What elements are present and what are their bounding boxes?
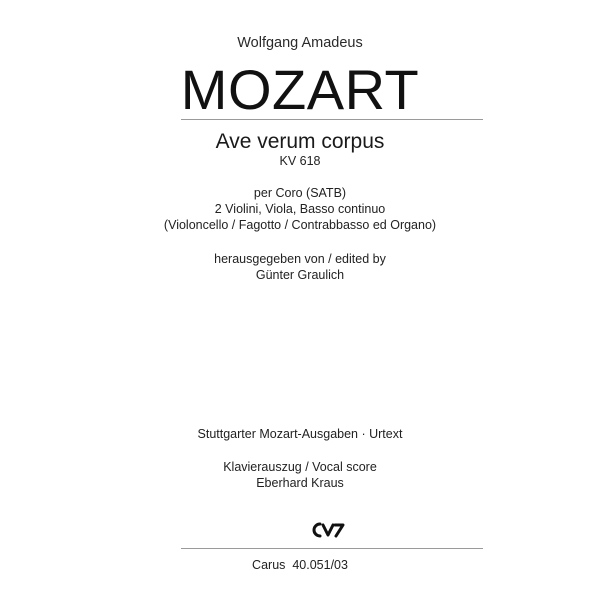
editor-name: Günter Graulich [255, 268, 345, 282]
instrumentation-line-1: per Coro (SATB) [253, 186, 347, 200]
composer-last-name: MOZART [180, 58, 420, 121]
work-title: Ave verum corpus [215, 130, 385, 153]
instrumentation-line-3: (Violoncello / Fagotto / Contrabbasso ed Organo) [163, 218, 437, 232]
arranger-name: Eberhard Kraus [256, 476, 344, 490]
instrumentation-line-2: 2 Violini, Viola, Basso continuo [214, 202, 386, 216]
publisher-catalogue-number: Carus 40.051/03 [252, 558, 348, 572]
bottom-divider [181, 548, 483, 549]
editor-label: herausgegeben von / edited by [214, 252, 386, 266]
catalogue-number-kv: KV 618 [279, 154, 321, 168]
carus-verlag-logo-icon [311, 521, 345, 539]
series-name: Stuttgarter Mozart-Ausgaben · Urtext [197, 427, 403, 441]
edition-type: Klavierauszug / Vocal score [223, 460, 377, 474]
top-divider [181, 119, 483, 120]
composer-first-names: Wolfgang Amadeus [237, 35, 363, 51]
